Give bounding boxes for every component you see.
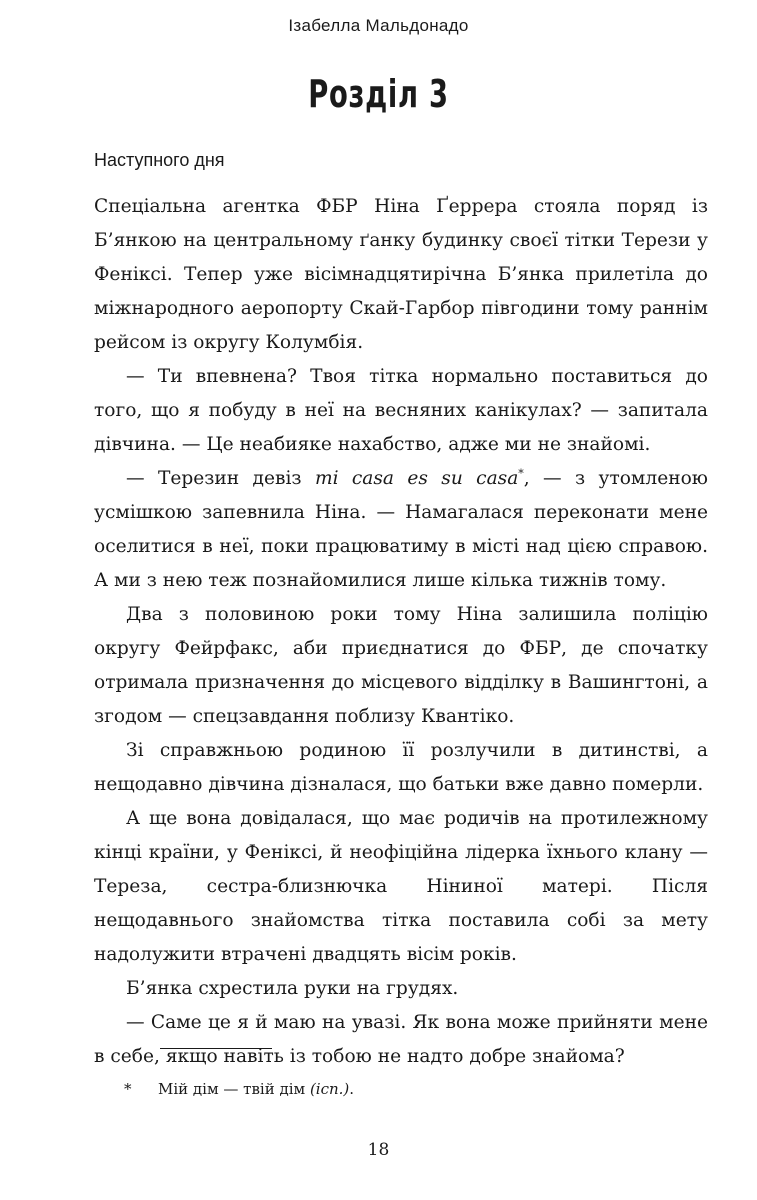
paragraph-3-end: , — з утомленою усмішкою запевнила Ніна. — Намагалася переконати мене оселитися в неї, поки працюватиму в місті над цією справою. А ми з нею теж познайомилися лише кілька тижнів тому. xyxy=(94,468,708,591)
footnote-reference: * xyxy=(518,466,524,480)
paragraph-2: — Ти впевнена? Твоя тітка нормально поставиться до того, що я побуду в неї на весняних канікулах? — запитала дівчина. — Це неабияке нахабство, адже ми не знайомі. xyxy=(94,366,708,455)
paragraph-8: — Саме це я й маю на увазі. Як вона може прийняти мене в себе, якщо навіть із тобою не надто добре знайома? xyxy=(94,1012,708,1067)
chapter-title: Розділ 3 xyxy=(308,72,449,116)
running-head: Ізабелла Мальдонадо xyxy=(288,16,469,35)
paragraph-1: Спеціальна агентка ФБР Ніна Ґеррера стояла поряд із Б’янкою на центральному ґанку будинку своєї тітки Терези у Феніксі. Тепер уже вісімнадцятирічна Б’янка прилетіла до міжнародного аеропорту Скай-Гарбор півгодини тому раннім рейсом із округу Колумбія. xyxy=(94,196,708,353)
footnote-abbreviation: (ісп.) xyxy=(309,1080,350,1098)
paragraph-4: Два з половиною роки тому Ніна залишила поліцію округу Фейрфакс, аби приєднатися до ФБР, де спочатку отримала призначення до місцевого відділку в Вашингтоні, а згодом — спецзавдання поблизу Квантіко. xyxy=(94,604,708,727)
paragraph-6: А ще вона довідалася, що має родичів на протилежному кінці країни, у Феніксі, й неофіційна лідерка їхнього клану — Тереза, сестра-близнючка Ніниної матері. Після нещодавнього знайомства тітка поставила собі за мету надолужити втрачені двадцять вісім років. xyxy=(94,808,708,965)
body-text xyxy=(94,190,708,1074)
paragraph-5: Зі справжньою родиною її розлучили в дитинстві, а нещодавно дівчина дізналася, що батьки вже давно померли. xyxy=(94,740,708,795)
section-subtitle: Наступного дня xyxy=(94,150,225,170)
paragraph-3 xyxy=(94,462,708,598)
footnote-text: Мій дім — твій дім xyxy=(158,1080,310,1098)
paragraph-3-start: — Терезин девіз xyxy=(126,468,315,489)
footnote-mark: * xyxy=(124,1080,132,1098)
footnote xyxy=(124,1080,354,1098)
paragraph-7: Б’янка схрестила руки на грудях. xyxy=(126,978,459,999)
footnote-divider xyxy=(160,1048,272,1049)
paragraph-3-italic-phrase: mi casa es su casa xyxy=(314,468,519,489)
page-number: 18 xyxy=(367,1140,390,1160)
footnote-end: . xyxy=(349,1080,355,1098)
